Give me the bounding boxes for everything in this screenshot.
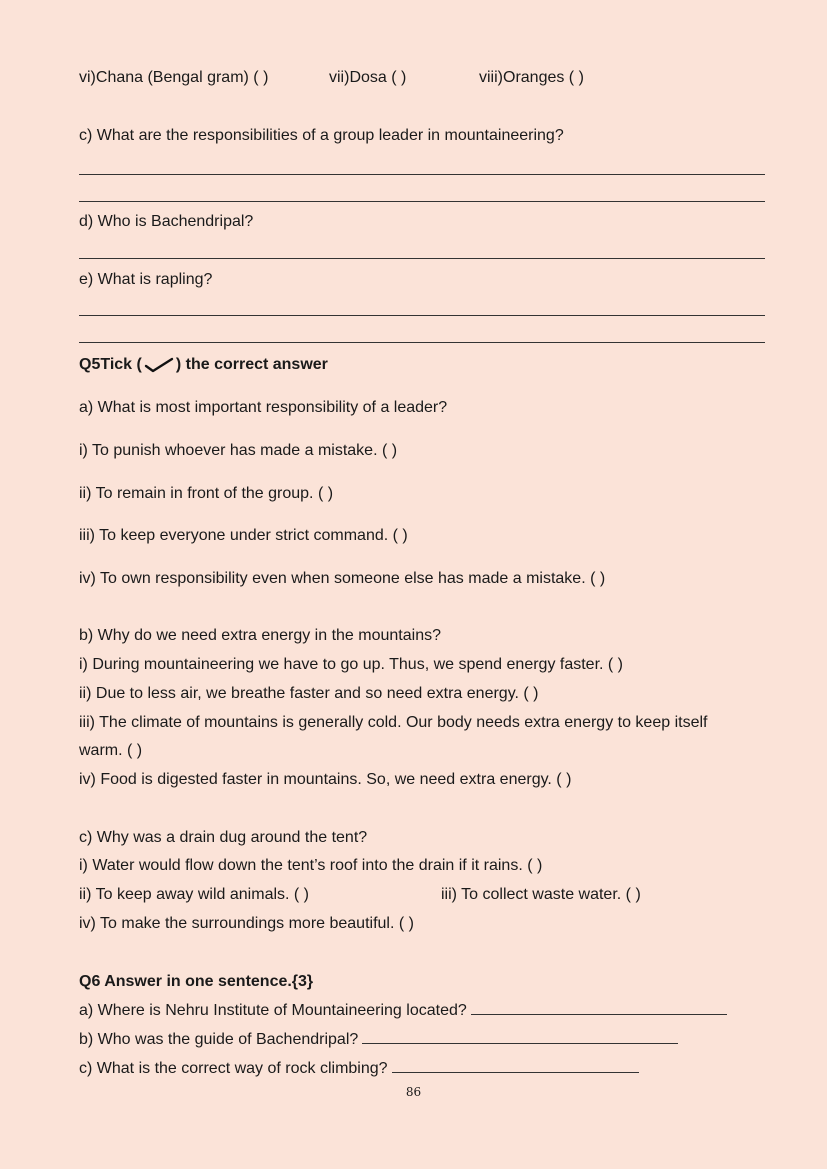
q5-heading-pre: Q5Tick ( (79, 356, 142, 373)
q5a-option: iii) To keep everyone under strict command. ( ) (79, 527, 408, 544)
option-vi: vi)Chana (Bengal gram) ( ) (79, 69, 269, 86)
q6a-row (79, 1000, 727, 1021)
answer-blank (362, 1029, 678, 1044)
answer-blank (392, 1058, 639, 1073)
q6c-question: c) What is the correct way of rock climbing? (79, 1060, 388, 1077)
q5-heading (79, 355, 328, 375)
q5a-question: a) What is most important responsibility of a leader? (79, 399, 448, 416)
q5b-option: ii) Due to less air, we breathe faster and so need extra energy. ( ) (79, 685, 539, 702)
q5c-question: c) Why was a drain dug around the tent? (79, 829, 368, 846)
q5c-option: i) Water would flow down the tent’s roof into the drain if it rains. ( ) (79, 857, 543, 874)
q6-heading: Q6 Answer in one sentence.{3} (79, 973, 314, 990)
question-d-bachendripal: d) Who is Bachendripal? (79, 213, 254, 230)
question-c-leader: c) What are the responsibilities of a group leader in mountaineering? (79, 127, 564, 144)
q6c-row (79, 1058, 639, 1079)
answer-line (79, 174, 765, 175)
q6b-row (79, 1029, 678, 1050)
page-number: 86 (405, 1085, 422, 1099)
question-e-rapling: e) What is rapling? (79, 271, 213, 288)
answer-line (79, 201, 765, 202)
answer-line (79, 315, 765, 316)
q5-heading-post: ) the correct answer (175, 356, 328, 373)
q6b-question: b) Who was the guide of Bachendripal? (79, 1031, 359, 1048)
q5b-question: b) Why do we need extra energy in the mountains? (79, 627, 441, 644)
answer-line (79, 258, 765, 259)
q5c-option: iv) To make the surroundings more beautiful. ( ) (79, 915, 414, 932)
q5b-option: iv) Food is digested faster in mountains. So, we need extra energy. ( ) (79, 771, 572, 788)
q5c-option: iii) To collect waste water. ( ) (441, 886, 641, 903)
tick-mark-icon (144, 357, 174, 373)
answer-blank (471, 1000, 727, 1015)
q5a-option: i) To punish whoever has made a mistake. ( ) (79, 442, 398, 459)
q6a-question: a) Where is Nehru Institute of Mountaineering located? (79, 1002, 467, 1019)
q5b-option-continued: warm. ( ) (79, 742, 143, 759)
q5a-option: ii) To remain in front of the group. ( ) (79, 485, 334, 502)
q5c-option: ii) To keep away wild animals. ( ) (79, 886, 310, 903)
q5a-option: iv) To own responsibility even when someone else has made a mistake. ( ) (79, 570, 606, 587)
answer-line (79, 342, 765, 343)
option-vii: vii)Dosa ( ) (329, 69, 407, 86)
q5b-option: iii) The climate of mountains is generally cold. Our body needs extra energy to keep itself (79, 714, 708, 731)
q5b-option: i) During mountaineering we have to go up. Thus, we spend energy faster. ( ) (79, 656, 624, 673)
option-viii: viii)Oranges ( ) (479, 69, 584, 86)
